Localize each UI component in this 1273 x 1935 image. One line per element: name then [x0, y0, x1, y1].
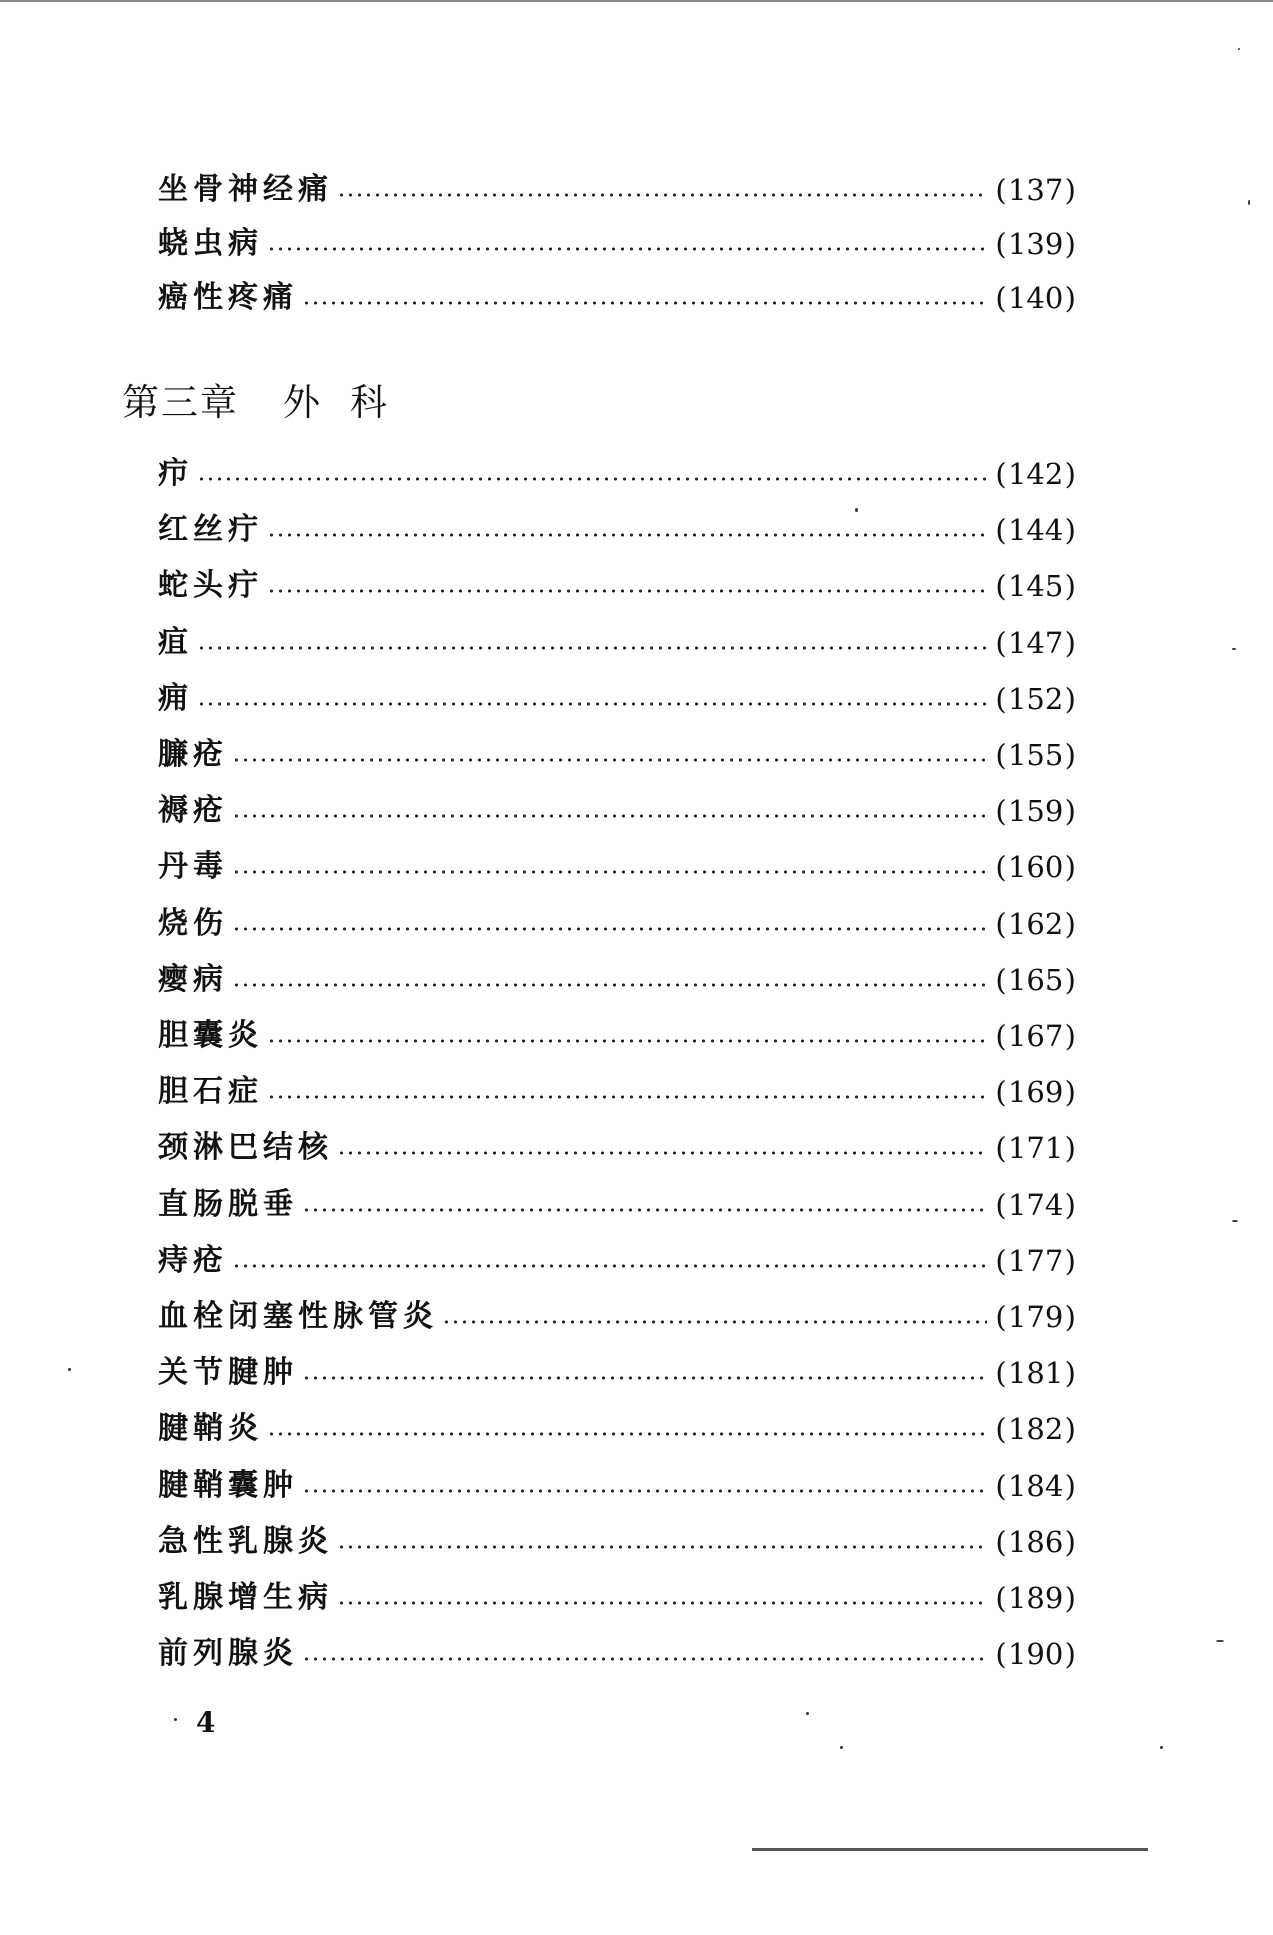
toc-entry — [158, 733, 1076, 777]
dot-leader — [442, 1319, 987, 1325]
toc-entry-page: (184) — [995, 1469, 1076, 1503]
toc-entry-page: (144) — [995, 513, 1076, 547]
toc-entry — [158, 677, 1076, 721]
toc-entry-title: 坐骨神经痛 — [158, 172, 333, 207]
chapter-number: 第三章 — [122, 381, 239, 424]
dot-leader — [302, 1207, 987, 1213]
toc-entry-page: (165) — [995, 963, 1076, 997]
chapter-subject-char: 外 — [283, 381, 322, 424]
toc-entry-page: (142) — [995, 457, 1076, 491]
toc-entry-title: 直肠脱垂 — [158, 1187, 298, 1222]
toc-entry — [158, 1070, 1076, 1114]
dot-leader — [337, 1600, 987, 1606]
toc-entry — [158, 1183, 1076, 1227]
scan-speck — [1232, 648, 1236, 650]
toc-entry-page: (174) — [995, 1188, 1076, 1222]
toc-entry-title: 烧伤 — [158, 906, 228, 941]
toc-entry — [158, 168, 1076, 212]
dot-leader — [302, 1375, 987, 1381]
dot-leader — [232, 1263, 987, 1269]
scan-speck — [174, 1718, 177, 1721]
dot-leader — [337, 1544, 987, 1550]
toc-entry-title: 臁疮 — [158, 737, 228, 772]
toc-entry-title: 腱鞘囊肿 — [158, 1468, 298, 1503]
toc-entry-page: (182) — [995, 1412, 1076, 1446]
toc-entry — [158, 789, 1076, 833]
toc-entry — [158, 1407, 1076, 1451]
toc-entry-title: 胆囊炎 — [158, 1018, 263, 1053]
dot-leader — [267, 532, 987, 538]
toc-entry — [158, 621, 1076, 665]
chapter-subject-char: 科 — [350, 381, 389, 424]
dot-leader — [267, 588, 987, 594]
dot-leader — [232, 926, 987, 932]
scan-speck — [1160, 1746, 1163, 1749]
toc-entry — [158, 1295, 1076, 1339]
toc-entry-title: 褥疮 — [158, 793, 228, 828]
dot-leader — [267, 246, 987, 252]
toc-entry — [158, 958, 1076, 1002]
toc-entry-page: (177) — [995, 1244, 1076, 1278]
scan-speck — [806, 1712, 809, 1715]
toc-entry-title: 乳腺增生病 — [158, 1580, 333, 1615]
toc-entry-title: 蛇头疔 — [158, 568, 263, 603]
dot-leader — [337, 192, 987, 198]
scan-speck — [68, 1368, 71, 1371]
toc-entry-title: 癌性疼痛 — [158, 280, 298, 315]
dot-leader — [302, 1656, 987, 1662]
scan-edge-line — [752, 1848, 1148, 1851]
toc-entry-title: 颈淋巴结核 — [158, 1130, 333, 1165]
dot-leader — [232, 869, 987, 875]
toc-entry — [158, 564, 1076, 608]
toc-entry-page: (159) — [995, 794, 1076, 828]
dot-leader — [337, 1150, 987, 1156]
toc-entry-title: 血栓闭塞性脉管炎 — [158, 1299, 438, 1334]
toc-entry-title: 瘿病 — [158, 962, 228, 997]
toc-entry-page: (152) — [995, 682, 1076, 716]
scan-speck — [1248, 200, 1250, 205]
page-number: 4 — [196, 1706, 216, 1739]
toc-entry-page: (145) — [995, 569, 1076, 603]
toc-entry-page: (181) — [995, 1356, 1076, 1390]
scan-speck — [1216, 1640, 1224, 1642]
scan-speck — [1238, 48, 1240, 50]
toc-entry-title: 腱鞘炎 — [158, 1411, 263, 1446]
toc-entry-title: 疖 — [158, 456, 193, 491]
toc-entry — [158, 845, 1076, 889]
toc-entry — [158, 508, 1076, 552]
scan-speck — [1232, 1220, 1238, 1222]
toc-entry-title: 红丝疔 — [158, 512, 263, 547]
toc-entry — [158, 1520, 1076, 1564]
toc-entry — [158, 452, 1076, 496]
toc-entry-page: (169) — [995, 1075, 1076, 1109]
toc-entry-page: (139) — [995, 227, 1076, 261]
dot-leader — [197, 645, 987, 651]
toc-entry-page: (186) — [995, 1525, 1076, 1559]
dot-leader — [267, 1094, 987, 1100]
toc-entry-title: 关节腱肿 — [158, 1355, 298, 1390]
toc-entry-page: (162) — [995, 907, 1076, 941]
dot-leader — [302, 1488, 987, 1494]
toc-entry — [158, 1464, 1076, 1508]
toc-entry-page: (167) — [995, 1019, 1076, 1053]
toc-entry — [158, 1351, 1076, 1395]
toc-entry-title: 急性乳腺炎 — [158, 1524, 333, 1559]
toc-entry-page: (190) — [995, 1637, 1076, 1671]
toc-entry-title: 蛲虫病 — [158, 226, 263, 261]
scan-speck — [840, 1746, 843, 1749]
toc-entry-title: 胆石症 — [158, 1074, 263, 1109]
toc-entry-page: (171) — [995, 1131, 1076, 1165]
toc-entry-page: (179) — [995, 1300, 1076, 1334]
dot-leader — [232, 982, 987, 988]
toc-entry-page: (137) — [995, 173, 1076, 207]
dot-leader — [232, 813, 987, 819]
toc-entry — [158, 1576, 1076, 1620]
toc-entry — [158, 1239, 1076, 1283]
toc-entry-page: (189) — [995, 1581, 1076, 1615]
scan-speck — [855, 508, 858, 512]
toc-entry-title: 丹毒 — [158, 849, 228, 884]
toc-entry — [158, 276, 1076, 320]
dot-leader — [197, 476, 987, 482]
toc-entry — [158, 1632, 1076, 1676]
toc-entry-title: 痈 — [158, 681, 193, 716]
toc-entry-title: 前列腺炎 — [158, 1636, 298, 1671]
toc-entry-page: (140) — [995, 281, 1076, 315]
dot-leader — [267, 1431, 987, 1437]
dot-leader — [302, 300, 987, 306]
toc-entry-page: (147) — [995, 626, 1076, 660]
dot-leader — [197, 701, 987, 707]
toc-entry-title: 疽 — [158, 625, 193, 660]
toc-entry — [158, 1014, 1076, 1058]
chapter-heading — [122, 372, 389, 426]
toc-entry-page: (155) — [995, 738, 1076, 772]
toc-entry — [158, 1126, 1076, 1170]
toc-entry — [158, 902, 1076, 946]
toc-entry-page: (160) — [995, 850, 1076, 884]
toc-entry-title: 痔疮 — [158, 1243, 228, 1278]
dot-leader — [232, 757, 987, 763]
dot-leader — [267, 1038, 987, 1044]
toc-entry — [158, 222, 1076, 266]
